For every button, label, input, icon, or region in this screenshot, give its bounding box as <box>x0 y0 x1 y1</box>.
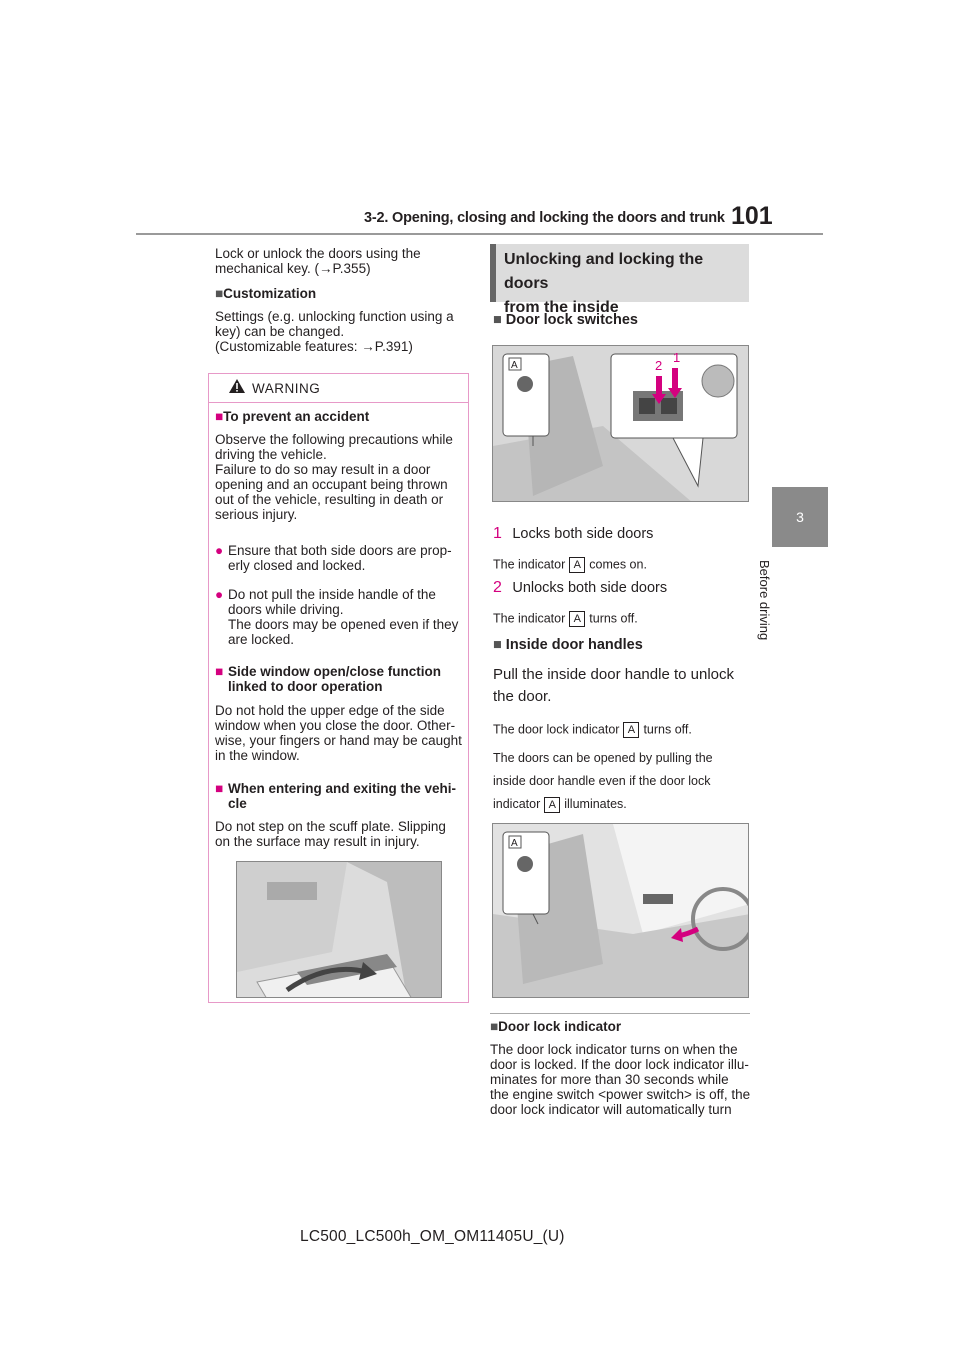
indicator-a-tag: A <box>569 557 585 573</box>
warning-bullet-1: ● Ensure that both side doors are prop- erly closed and locked. <box>215 543 452 573</box>
chapter-tab: 3 <box>772 487 828 547</box>
customization-text: Settings (e.g. unlocking function using a key) can be changed. (Customizable features: →P.391) <box>215 309 454 354</box>
warning-title: WARNING <box>252 381 321 396</box>
chapter-label: Before driving <box>757 560 772 641</box>
door-lock-switches-heading: ■ Door lock switches <box>493 312 638 328</box>
warning-entering-heading: ■ When entering and exiting the vehi- cle <box>215 781 457 811</box>
section-title: Unlocking and locking the doors from the inside <box>504 251 704 316</box>
scuff-plate-illustration <box>236 861 442 998</box>
handle-note-1: The door lock indicator A turns off. <box>493 722 692 737</box>
page-number: 101 <box>731 202 773 230</box>
fig-label-a: A <box>511 360 518 371</box>
warning-triangle-icon <box>228 378 246 394</box>
fig2-label-a: A <box>511 838 518 849</box>
step-2-note: The indicator A turns off. <box>493 611 638 626</box>
inside-door-handles-text: Pull the inside door handle to unlock the door. <box>493 666 734 705</box>
step-1: 1 Locks both side doors <box>493 525 654 542</box>
fig-label-1: 1 <box>673 350 681 365</box>
door-lock-indicator-text: The door lock indicator turns on when the door is locked. If the door lock indicator illu- minates for more than 30 seconds while the engine switch <power switch> is off, the door lock indicator will automatically turn <box>490 1042 751 1117</box>
customization-heading: ■Customization <box>215 286 317 301</box>
warning-accident-text: Observe the following precautions while driving the vehicle. Failure to do so may result in a door opening and an occupant being thrown out of the vehicle, resulting in death or serious injury. <box>215 432 453 522</box>
step-2: 2 Unlocks both side doors <box>493 579 668 596</box>
note-rule <box>490 1013 750 1014</box>
warning-header <box>208 373 469 403</box>
inside-door-handles-heading: ■ Inside door handles <box>493 637 643 653</box>
running-header-title: 3-2. Opening, closing and locking the doors and trunk <box>364 210 725 226</box>
door-lock-indicator-heading: ■Door lock indicator <box>490 1019 622 1034</box>
indicator-a-tag: A <box>569 611 585 627</box>
warning-side-window-heading: ■ Side window open/close function linked to door operation <box>215 664 442 694</box>
intro-paragraph: Lock or unlock the doors using the mechanical key. (→P.355) <box>215 246 421 276</box>
door-lock-switch-illustration <box>492 345 749 502</box>
warning-side-window-text: Do not hold the upper edge of the side window when you close the door. Other- wise, your fingers or hand may be caught in the window. <box>215 703 462 763</box>
warning-accident-heading: ■To prevent an accident <box>215 409 370 424</box>
fig-label-2: 2 <box>655 358 663 373</box>
handle-note-2: The doors can be opened by pulling the inside door handle even if the door lock indicator A illuminates. <box>493 751 713 811</box>
indicator-a-tag: A <box>623 722 639 738</box>
step-1-note: The indicator A comes on. <box>493 557 647 572</box>
indicator-a-tag: A <box>544 797 560 813</box>
warning-bullet-2: ● Do not pull the inside handle of the doors while driving. The doors may be opened even if they are locked. <box>215 587 459 647</box>
section-title-accent <box>490 244 496 302</box>
warning-entering-text: Do not step on the scuff plate. Slipping on the surface may result in injury. <box>215 819 446 849</box>
header-rule <box>136 233 823 235</box>
footer-document-code: LC500_LC500h_OM_OM11405U_(U) <box>300 1228 565 1245</box>
inside-door-handle-illustration <box>492 823 749 998</box>
